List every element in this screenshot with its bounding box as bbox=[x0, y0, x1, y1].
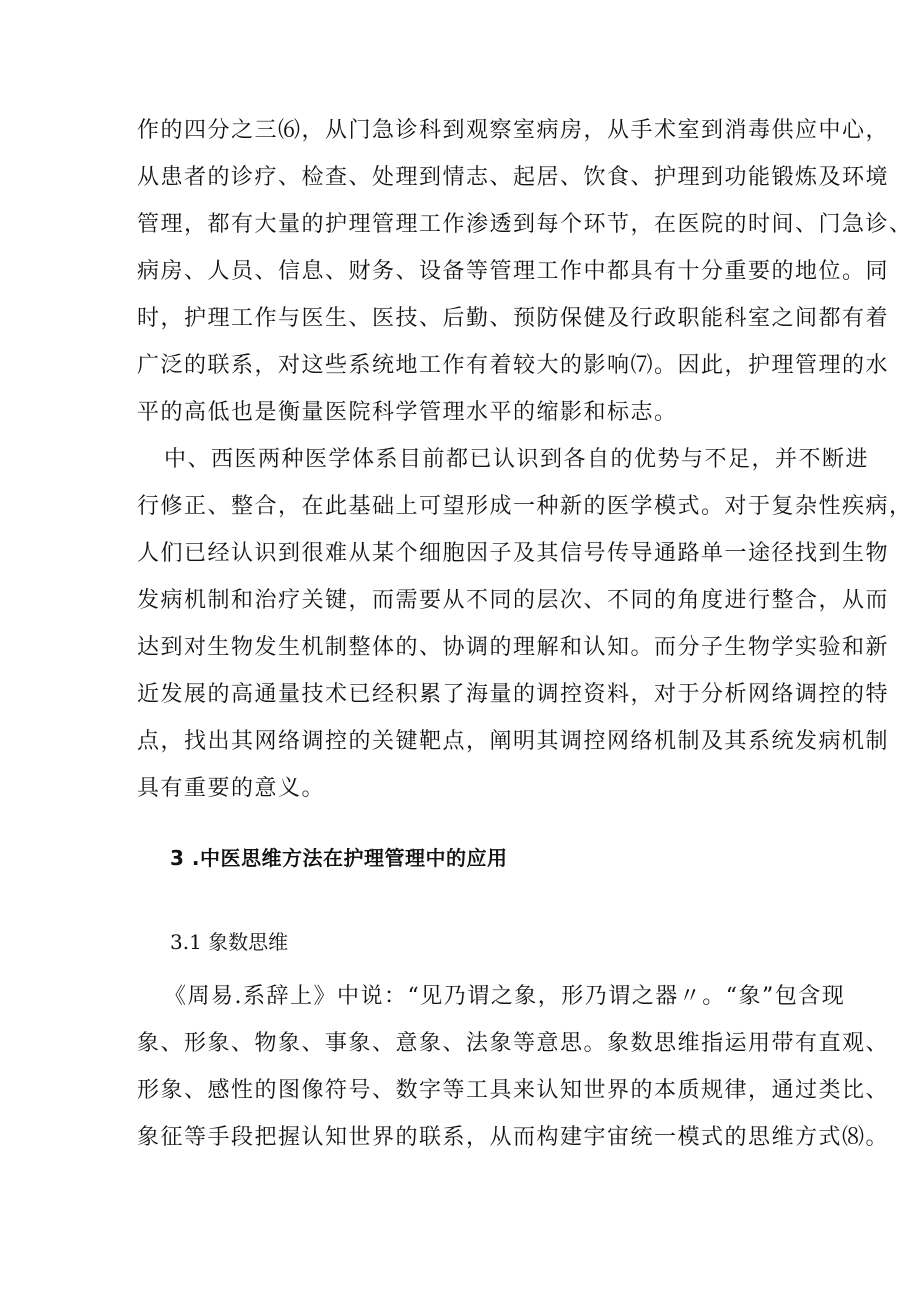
text-line: 广泛的联系，对这些系统地工作有着较大的影响⑺。因此，护理管理的水 bbox=[137, 353, 890, 378]
text-line: 病房、人员、信息、财务、设备等管理工作中都具有十分重要的地位。同 bbox=[137, 259, 890, 284]
text-line: 中、西医两种医学体系目前都已认识到各自的优势与不足，并不断进 bbox=[164, 447, 870, 472]
text-line: 形象、感性的图像符号、数字等工具来认知世界的本质规律，通过类比、 bbox=[137, 1078, 890, 1103]
text-line: 平的高低也是衡量医院科学管理水平的缩影和标志。 bbox=[137, 400, 678, 425]
text-line: 达到对生物发生机制整体的、协调的理解和认知。而分子生物学实验和新 bbox=[137, 635, 890, 660]
section-heading: 3 .中医思维方法在护理管理中的应用 bbox=[170, 846, 508, 870]
text-line: 具有重要的意义。 bbox=[137, 776, 326, 801]
text-line: 从患者的诊疗、检查、处理到情志、起居、饮食、护理到功能锻炼及环境 bbox=[137, 165, 890, 190]
text-line: 时，护理工作与医生、医技、后勤、预防保健及行政职能科室之间都有着 bbox=[137, 306, 890, 331]
subsection-heading: 3.1 象数思维 bbox=[170, 930, 289, 954]
text-line: 发病机制和治疗关键，而需要从不同的层次、不同的角度进行整合，从而 bbox=[137, 588, 890, 613]
text-line: 作的四分之三⑹，从门急诊科到观察室病房，从手术室到消毒供应中心， bbox=[137, 118, 890, 143]
text-line: 象征等手段把握认知世界的联系，从而构建宇宙统一模式的思维方式⑻。 bbox=[137, 1125, 890, 1150]
text-line: 象、形象、物象、事象、意象、法象等意思。象数思维指运用带有直观、 bbox=[137, 1031, 890, 1056]
text-line: 行修正、整合，在此基础上可望形成一种新的医学模式。对于复杂性疾病， bbox=[137, 494, 913, 519]
text-line: 管理，都有大量的护理管理工作渗透到每个环节，在医院的时间、门急诊、 bbox=[137, 212, 913, 237]
text-line: 《周易.系辞上》中说：“见乃谓之象，形乃谓之器〃。“象”包含现 bbox=[164, 984, 846, 1009]
text-line: 近发展的高通量技术已经积累了海量的调控资料，对于分析网络调控的特 bbox=[137, 682, 890, 707]
text-line: 人们已经认识到很难从某个细胞因子及其信号传导通路单一途径找到生物 bbox=[137, 541, 890, 566]
text-line: 点，找出其网络调控的关键靶点，阐明其调控网络机制及其系统发病机制 bbox=[137, 729, 890, 754]
